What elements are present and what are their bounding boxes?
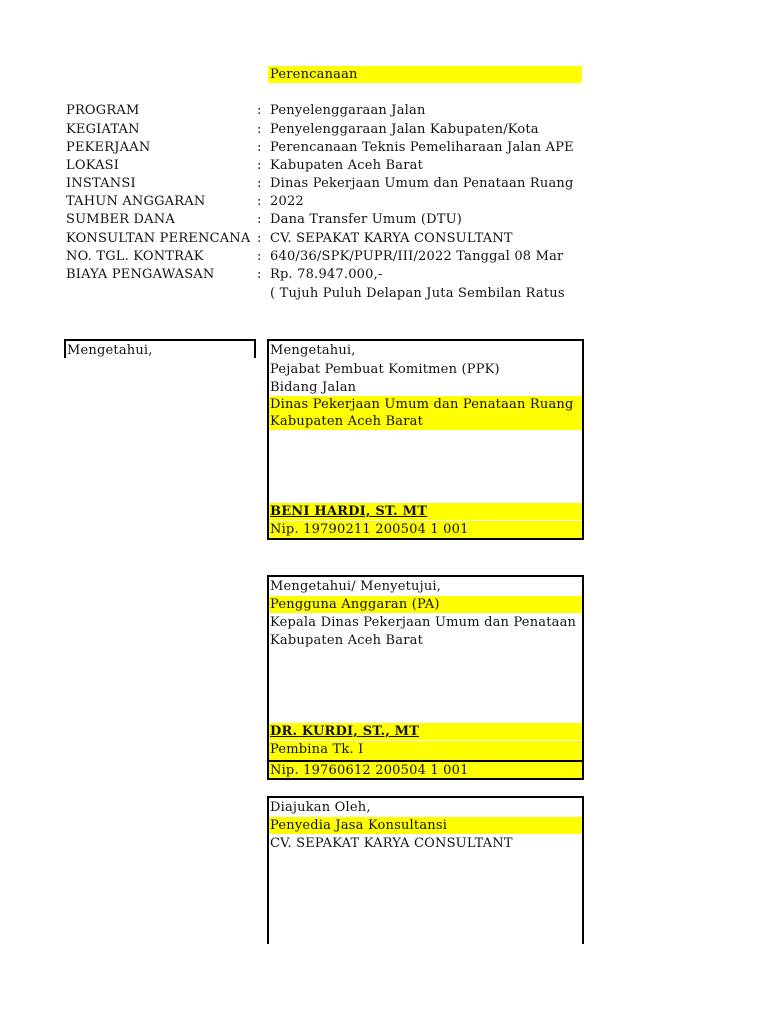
pa-position: Kepala Dinas Pekerjaan Umum dan Penataan — [270, 615, 577, 630]
colon: : — [257, 249, 262, 264]
pekerjaan-value: Perencanaan Teknis Pemeliharaan Jalan APE — [270, 140, 574, 155]
sumber-dana-label: SUMBER DANA — [66, 212, 175, 227]
biaya-pengawasan-value: Rp. 78.947.000,- — [270, 267, 383, 282]
ppk-agency: Dinas Pekerjaan Umum dan Penataan Ruang — [269, 396, 582, 413]
program-value: Penyelenggaraan Jalan — [270, 103, 426, 118]
ppk-name: BENI HARDI, ST. MT — [269, 503, 582, 520]
pa-nip: Nip. 19760612 200504 1 001 — [269, 762, 582, 780]
ppk-division: Bidang Jalan — [270, 380, 357, 395]
colon: : — [257, 158, 262, 173]
no-tgl-kontrak-label: NO. TGL. KONTRAK — [66, 249, 204, 264]
colon: : — [257, 122, 262, 137]
tahun-anggaran-value: 2022 — [270, 194, 304, 209]
pekerjaan-label: PEKERJAAN — [66, 140, 151, 155]
ppk-signature-box — [267, 339, 584, 540]
kegiatan-value: Penyelenggaraan Jalan Kabupaten/Kota — [270, 122, 539, 137]
pa-region: Kabupaten Aceh Barat — [270, 633, 424, 648]
consultant-role: Penyedia Jasa Konsultansi — [269, 817, 582, 834]
colon: : — [257, 267, 262, 282]
kegiatan-label: KEGIATAN — [66, 122, 140, 137]
amount-in-words: ( Tujuh Puluh Delapan Juta Sembilan Ratus — [270, 286, 565, 301]
konsultan-perencana-label: KONSULTAN PERENCANA — [66, 231, 251, 246]
colon: : — [257, 194, 262, 209]
pa-signature-box — [267, 575, 584, 780]
pa-role: Pengguna Anggaran (PA) — [269, 596, 582, 613]
consultant-signature-box — [267, 796, 584, 944]
ppk-nip: Nip. 19790211 200504 1 001 — [269, 521, 582, 538]
ppk-position: Pejabat Pembuat Komitmen (PPK) — [270, 362, 500, 377]
tahun-anggaran-label: TAHUN ANGGARAN — [66, 194, 206, 209]
consultant-greeting: Diajukan Oleh, — [270, 800, 371, 815]
program-label: PROGRAM — [66, 103, 140, 118]
ppk-greeting: Mengetahui, — [270, 343, 356, 358]
ppk-region: Kabupaten Aceh Barat — [269, 413, 582, 430]
no-tgl-kontrak-value: 640/36/SPK/PUPR/III/2022 Tanggal 08 Mar — [270, 249, 564, 264]
colon: : — [257, 212, 262, 227]
sumber-dana-value: Dana Transfer Umum (DTU) — [270, 212, 463, 227]
colon: : — [257, 176, 262, 191]
colon: : — [257, 103, 262, 118]
konsultan-perencana-value: CV. SEPAKAT KARYA CONSULTANT — [270, 231, 513, 246]
biaya-pengawasan-label: BIAYA PENGAWASAN — [66, 267, 215, 282]
pa-name: DR. KURDI, ST., MT — [269, 723, 582, 740]
pa-rank: Pembina Tk. I — [269, 741, 582, 762]
lokasi-label: LOKASI — [66, 158, 120, 173]
colon: : — [257, 140, 262, 155]
lokasi-value: Kabupaten Aceh Barat — [270, 158, 424, 173]
consultant-company: CV. SEPAKAT KARYA CONSULTANT — [270, 836, 513, 851]
left-box-label: Mengetahui, — [67, 343, 153, 358]
left-signature-box — [64, 339, 256, 358]
instansi-value: Dinas Pekerjaan Umum dan Penataan Ruang — [270, 176, 574, 191]
pa-greeting: Mengetahui/ Menyetujui, — [270, 579, 442, 594]
document-title: Perencanaan — [268, 66, 582, 83]
colon: : — [257, 231, 262, 246]
instansi-label: INSTANSI — [66, 176, 136, 191]
